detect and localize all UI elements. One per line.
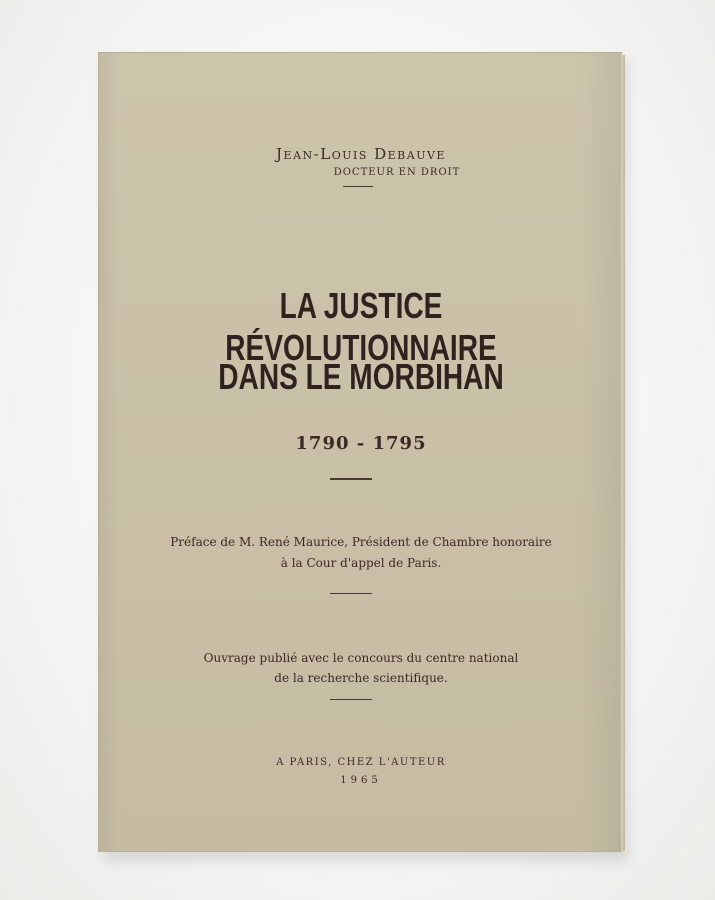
divider-author (343, 186, 373, 187)
title-line-1: LA JUSTICE RÉVOLUTIONNAIRE (225, 285, 497, 368)
book-cover (98, 52, 622, 852)
author-name: Jean-Louis Debauve (276, 145, 446, 163)
preface-line-1: Préface de M. René Maurice, Président de Chambre honoraire (170, 535, 552, 549)
title-years: 1790 - 1795 (295, 433, 427, 454)
support-line-1: Ouvrage publié avec le concours du centre national (203, 651, 519, 665)
preface-line-2: à la Cour d'appel de Paris. (280, 556, 442, 570)
divider-preface (330, 593, 372, 594)
publisher-line: A PARIS, CHEZ L'AUTEUR (276, 757, 446, 768)
author-degree: DOCTEUR EN DROIT (333, 167, 461, 178)
divider-support (330, 699, 372, 700)
title-line-2: DANS LE MORBIHAN (218, 356, 504, 397)
support-line-2: de la recherche scientifique. (274, 671, 448, 685)
divider-years (330, 478, 372, 480)
publication-year: 1965 (340, 775, 382, 786)
